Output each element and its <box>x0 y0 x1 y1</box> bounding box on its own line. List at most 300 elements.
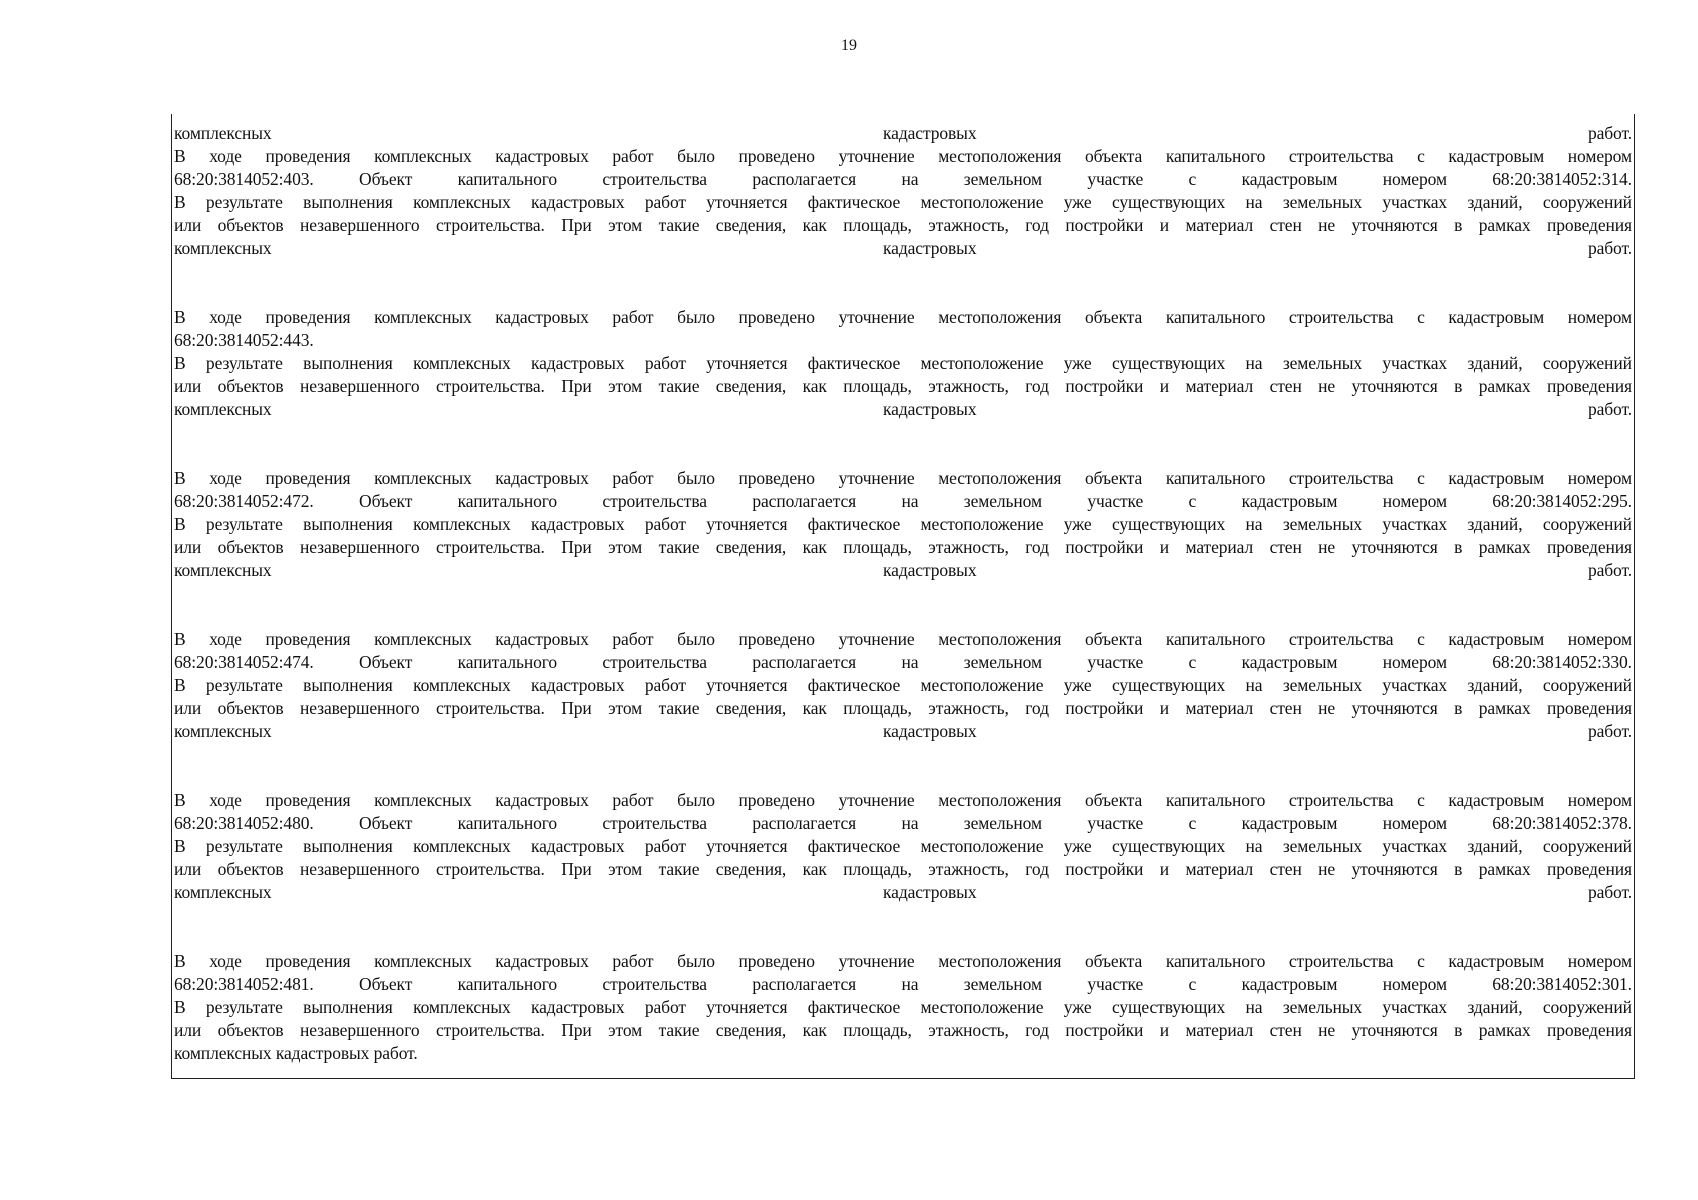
record-word: на <box>1245 192 1263 212</box>
record-word: ходе <box>209 951 242 971</box>
record-word: уточняются <box>1351 215 1438 235</box>
record-word: и <box>1159 1020 1170 1040</box>
record-line <box>174 720 1632 743</box>
record-word: местоположения <box>938 468 1062 488</box>
record-word: этажность, <box>928 215 1009 235</box>
record-word: выполнения <box>303 192 393 212</box>
record-word: стен <box>1269 215 1302 235</box>
record-word: местоположение <box>920 353 1044 373</box>
record-word: и <box>1159 537 1170 557</box>
record-line <box>174 168 1632 191</box>
record-word: строительства <box>1288 146 1394 166</box>
record-word: проведения <box>1546 537 1632 557</box>
record-word: номером <box>1382 169 1447 189</box>
record-word: такие <box>658 537 700 557</box>
record-word: с <box>1188 974 1197 994</box>
record-word: местоположение <box>920 514 1044 534</box>
record-word: 68:20:3814052:474. <box>174 652 314 672</box>
record-word: номером <box>1382 652 1447 672</box>
record-word: ходе <box>209 468 242 488</box>
record-word: ходе <box>209 629 242 649</box>
record-word: площадь, <box>843 1020 912 1040</box>
record-word: земельных <box>1282 192 1363 212</box>
record-word: выполнения <box>303 353 393 373</box>
record-line <box>174 697 1632 720</box>
record-word: работ <box>612 629 654 649</box>
record-word: комплексных <box>374 951 472 971</box>
record-word: в <box>1454 537 1463 557</box>
record-line <box>174 1019 1632 1042</box>
record-word: уточняется <box>706 836 788 856</box>
record-word: сведения, <box>715 537 787 557</box>
record-word: выполнения <box>303 997 393 1017</box>
record-word: материал <box>1185 859 1254 879</box>
record-word: работ <box>644 997 686 1017</box>
record-word: работ. <box>1587 238 1632 258</box>
record-word: При <box>561 1020 592 1040</box>
record-word: кадастровых <box>883 560 977 580</box>
record-word: уточняются <box>1351 537 1438 557</box>
record-word: работ <box>644 192 686 212</box>
record-word: объектов <box>217 859 284 879</box>
record-word: в <box>1454 376 1463 396</box>
record-word: уже <box>1063 514 1092 534</box>
record-word: 68:20:3814052:295. <box>1492 491 1632 511</box>
record-word: существующих <box>1111 997 1226 1017</box>
record-word: местоположения <box>938 307 1062 327</box>
page-number: 19 <box>841 37 857 54</box>
record-word: этажность, <box>928 698 1009 718</box>
record-word: на <box>901 813 919 833</box>
record-word: с <box>1417 629 1425 649</box>
record-word: было <box>677 307 715 327</box>
record-word: материал <box>1185 376 1254 396</box>
record-word: 68:20:3814052:314. <box>1492 169 1632 189</box>
record-word: результате <box>205 997 283 1017</box>
record-word: объекта <box>1084 790 1143 810</box>
record-word: на <box>1245 514 1263 534</box>
record-word: кадастровых <box>531 514 625 534</box>
record-word: этом <box>608 537 643 557</box>
records-content <box>174 122 1632 1065</box>
record-word: работ. <box>1587 882 1632 902</box>
record-word: с <box>1417 146 1425 166</box>
record-word: уточняется <box>706 353 788 373</box>
record-word: местоположение <box>920 836 1044 856</box>
record-word: В <box>174 192 186 212</box>
record-word: незавершенного <box>299 537 420 557</box>
record-word: материал <box>1185 1020 1254 1040</box>
record-word: комплексных <box>174 721 272 741</box>
record-word: номером <box>1382 813 1447 833</box>
record-word: строительства. <box>435 859 545 879</box>
record-word: зданий, <box>1467 353 1523 373</box>
record-word: на <box>901 974 919 994</box>
record-word: кадастровых <box>495 146 589 166</box>
record-word: не <box>1318 376 1336 396</box>
record-word: проведения <box>1546 1020 1632 1040</box>
record-word: стен <box>1269 376 1302 396</box>
record-word: на <box>1245 675 1263 695</box>
record-word: строительства <box>602 491 707 511</box>
record-word: выполнения <box>303 836 393 856</box>
record-word: результате <box>205 192 283 212</box>
record-word: на <box>901 652 919 672</box>
record-word: номером <box>1567 307 1632 327</box>
record-word: работ. <box>1587 721 1632 741</box>
record-word: 68:20:3814052:330. <box>1492 652 1632 672</box>
record-word: проведения <box>265 790 351 810</box>
record-word: фактическое <box>807 997 901 1017</box>
record-word: сведения, <box>715 859 787 879</box>
record-word: местоположения <box>938 790 1062 810</box>
record-word: работ <box>644 836 686 856</box>
record-word: проведено <box>738 307 815 327</box>
record-word: строительства <box>602 169 707 189</box>
record-word: 68:20:3814052:472. <box>174 491 314 511</box>
record-word: проведения <box>265 629 351 649</box>
record-word: кадастровых <box>883 721 977 741</box>
record-word: уже <box>1063 192 1092 212</box>
record-word: было <box>677 629 715 649</box>
record-word: участке <box>1087 491 1144 511</box>
record-word: работ <box>612 146 654 166</box>
record-word: 68:20:3814052:403. <box>174 169 314 189</box>
record-word: год <box>1025 537 1049 557</box>
record-word: капитального <box>1165 146 1266 166</box>
record-word: капитального <box>457 813 558 833</box>
record-word: кадастровым <box>1448 146 1545 166</box>
record-word: площадь, <box>843 859 912 879</box>
record-word: проведения <box>1546 215 1632 235</box>
record-word: участках <box>1382 192 1448 212</box>
record-word: В <box>174 353 186 373</box>
record-word: ходе <box>209 790 242 810</box>
record-word: незавершенного <box>299 376 420 396</box>
record-word: строительства <box>1288 307 1394 327</box>
record-word: работ <box>612 468 654 488</box>
record-word: результате <box>205 514 283 534</box>
record-word: год <box>1025 215 1049 235</box>
record-word: местоположения <box>938 146 1062 166</box>
record-word: постройки <box>1065 215 1144 235</box>
record-word: этом <box>608 215 643 235</box>
record-word: уточнение <box>838 790 915 810</box>
record-word: комплексных <box>374 790 472 810</box>
record-word: проведения <box>265 307 351 327</box>
record-word: рамках <box>1478 376 1531 396</box>
record-word: рамках <box>1478 537 1531 557</box>
record-word: проведения <box>265 951 351 971</box>
record-word: фактическое <box>807 836 901 856</box>
record-word: уточняются <box>1351 376 1438 396</box>
record-word: кадастровых <box>883 123 977 143</box>
record-word: сооружений <box>1542 353 1632 373</box>
record-word: комплексных <box>413 997 511 1017</box>
record-word: сооружений <box>1542 675 1632 695</box>
record-word: работ. <box>1587 399 1632 419</box>
record-word: номером <box>1567 468 1632 488</box>
record-line <box>174 812 1632 835</box>
record-word: зданий, <box>1467 675 1523 695</box>
record-word: или <box>174 376 202 396</box>
record-word: объектов <box>217 215 284 235</box>
record-word: земельном <box>963 813 1042 833</box>
record-word: на <box>1245 997 1263 1017</box>
record-word: В <box>174 307 186 327</box>
record-word: этажность, <box>928 537 1009 557</box>
record-word: зданий, <box>1467 192 1523 212</box>
record-word: строительства. <box>435 698 545 718</box>
record-word: капитального <box>1165 468 1266 488</box>
record-word: комплексных <box>174 238 272 258</box>
record-word: земельном <box>963 974 1042 994</box>
record-word: постройки <box>1065 376 1144 396</box>
record-word: фактическое <box>807 675 901 695</box>
record-word: такие <box>658 376 700 396</box>
record-word: При <box>561 376 592 396</box>
record-word: объекта <box>1084 951 1143 971</box>
record-word: номером <box>1567 790 1632 810</box>
record-word: и <box>1159 698 1170 718</box>
record-word: сведения, <box>715 376 787 396</box>
record-word: уже <box>1063 836 1092 856</box>
record-word: незавершенного <box>299 859 420 879</box>
record-word: работ <box>612 790 654 810</box>
record-word: участке <box>1087 974 1144 994</box>
record-word: капитального <box>457 169 558 189</box>
record-word: постройки <box>1065 698 1144 718</box>
record-line <box>174 651 1632 674</box>
record-word: кадастровым <box>1448 468 1545 488</box>
record-word: кадастровых <box>883 882 977 902</box>
record-word: 68:20:3814052:301. <box>1492 974 1632 994</box>
record-word: кадастровым <box>1448 790 1545 810</box>
record-word: сооружений <box>1542 836 1632 856</box>
record-word: В <box>174 146 186 166</box>
record-word: не <box>1318 859 1336 879</box>
record-word: кадастровым <box>1241 974 1338 994</box>
record-word: комплексных <box>174 560 272 580</box>
record-word: участках <box>1382 836 1448 856</box>
record-word: Объект <box>359 491 413 511</box>
record-word: как <box>802 376 827 396</box>
record-word: результате <box>205 675 283 695</box>
record-word: проведено <box>738 951 815 971</box>
record-word: существующих <box>1111 514 1226 534</box>
record-word: сведения, <box>715 1020 787 1040</box>
record-word: кадастровых <box>883 399 977 419</box>
record-word: уточняются <box>1351 698 1438 718</box>
record-word: работ <box>644 514 686 534</box>
record-word: как <box>802 698 827 718</box>
record-word: с <box>1188 652 1197 672</box>
record-word: Объект <box>359 652 413 672</box>
record-word: земельном <box>963 169 1042 189</box>
record-word: уточнение <box>838 307 915 327</box>
record-line <box>174 536 1632 559</box>
record-word: постройки <box>1065 859 1144 879</box>
record-word: участке <box>1087 652 1144 672</box>
record-word: кадастровых <box>531 353 625 373</box>
record-word: строительства <box>1288 468 1394 488</box>
record-word: ходе <box>209 307 242 327</box>
record-word: комплексных <box>413 675 511 695</box>
record-word: строительства <box>1288 790 1394 810</box>
record-word: с <box>1417 790 1425 810</box>
record-word: кадастровым <box>1448 307 1545 327</box>
record-word: капитального <box>457 974 558 994</box>
record-word: уже <box>1063 675 1092 695</box>
record-line <box>174 214 1632 237</box>
record-line <box>174 674 1632 697</box>
record-word: уточнение <box>838 468 915 488</box>
record-word: стен <box>1269 1020 1302 1040</box>
record-word: местоположения <box>938 951 1062 971</box>
record-word: располагается <box>752 652 857 672</box>
record-word: 68:20:3814052:481. <box>174 974 314 994</box>
record-word: уже <box>1063 353 1092 373</box>
record-word: местоположения <box>938 629 1062 649</box>
record-word: объектов <box>217 1020 284 1040</box>
record-word: капитального <box>457 652 558 672</box>
record-word: этажность, <box>928 376 1009 396</box>
record-word: с <box>1188 491 1197 511</box>
record-line <box>174 513 1632 536</box>
record-word: кадастровых <box>531 997 625 1017</box>
record-word: рамках <box>1478 859 1531 879</box>
record-word: зданий, <box>1467 836 1523 856</box>
record-word: местоположение <box>920 675 1044 695</box>
record-word: не <box>1318 215 1336 235</box>
record-word: капитального <box>1165 790 1266 810</box>
record-word: рамках <box>1478 698 1531 718</box>
record-word: земельном <box>963 491 1042 511</box>
record-word: год <box>1025 1020 1049 1040</box>
record-word: уточняется <box>706 514 788 534</box>
record-word: и <box>1159 376 1170 396</box>
record-word: было <box>677 468 715 488</box>
record-word: уточнение <box>838 146 915 166</box>
record-word: кадастровых <box>495 951 589 971</box>
record-word: или <box>174 1020 202 1040</box>
record-word: кадастровых <box>495 468 589 488</box>
record-word: строительства <box>602 813 707 833</box>
record-word: земельных <box>1282 353 1363 373</box>
record-line <box>174 352 1632 375</box>
record-word: результате <box>205 353 283 373</box>
record-word: было <box>677 146 715 166</box>
record-line <box>174 237 1632 260</box>
record-word: этом <box>608 698 643 718</box>
record-word: номером <box>1567 951 1632 971</box>
record-line <box>174 398 1632 421</box>
record-word: комплексных <box>374 629 472 649</box>
record-word: участке <box>1087 169 1144 189</box>
record-line <box>174 835 1632 858</box>
record-word: в <box>1454 1020 1463 1040</box>
record-word: или <box>174 537 202 557</box>
record-word: было <box>677 790 715 810</box>
record-word: рамках <box>1478 1020 1531 1040</box>
record-word: капитального <box>1165 629 1266 649</box>
record-word: на <box>1245 353 1263 373</box>
record-word: кадастровых <box>495 790 589 810</box>
record-word: фактическое <box>807 192 901 212</box>
record-word: выполнения <box>303 514 393 534</box>
record-word: площадь, <box>843 698 912 718</box>
record-word: комплексных <box>413 514 511 534</box>
record-word: капитального <box>1165 307 1266 327</box>
record-word: кадастровых <box>531 675 625 695</box>
record-word: 68:20:3814052:443. <box>174 330 314 350</box>
record-word: работ <box>612 307 654 327</box>
record-line <box>174 996 1632 1019</box>
record-word: сооружений <box>1542 192 1632 212</box>
record-word: проведено <box>738 468 815 488</box>
record-word: зданий, <box>1467 997 1523 1017</box>
record-word: год <box>1025 698 1049 718</box>
record-word: располагается <box>752 491 857 511</box>
record-word: капитального <box>1165 951 1266 971</box>
record-word: существующих <box>1111 192 1226 212</box>
record-word: кадастровым <box>1241 652 1338 672</box>
record-word: объекта <box>1084 468 1143 488</box>
record-word: постройки <box>1065 537 1144 557</box>
record-word: площадь, <box>843 376 912 396</box>
record-word: кадастровым <box>1448 629 1545 649</box>
record-word: этом <box>608 376 643 396</box>
record-word: ходе <box>209 146 242 166</box>
record-word: незавершенного <box>299 215 420 235</box>
record-word: комплексных <box>374 468 472 488</box>
record-word: При <box>561 859 592 879</box>
record-word: год <box>1025 859 1049 879</box>
record-word: такие <box>658 859 700 879</box>
record-word: не <box>1318 537 1336 557</box>
record-word: строительства. <box>435 537 545 557</box>
record-word: с <box>1188 813 1197 833</box>
record-word: результате <box>205 836 283 856</box>
record-word: участках <box>1382 353 1448 373</box>
record-word: фактическое <box>807 353 901 373</box>
record-word: сведения, <box>715 698 787 718</box>
record-word: строительства <box>1288 629 1394 649</box>
record-word: уточняются <box>1351 859 1438 879</box>
record-word: существующих <box>1111 836 1226 856</box>
record-word: комплексных <box>174 399 272 419</box>
record-word: уточняются <box>1351 1020 1438 1040</box>
record-word: с <box>1188 169 1197 189</box>
record-word: строительства. <box>435 376 545 396</box>
record-word: сведения, <box>715 215 787 235</box>
record-word: кадастровых <box>495 307 589 327</box>
record-word: проведения <box>1546 859 1632 879</box>
record-word: в <box>1454 698 1463 718</box>
record-word: на <box>901 169 919 189</box>
record-word: проведения <box>265 146 351 166</box>
record-word: комплексных <box>174 123 272 143</box>
record-word: В <box>174 514 186 534</box>
record-word: в <box>1454 215 1463 235</box>
record-word: с <box>1417 951 1425 971</box>
record-line <box>174 628 1632 651</box>
record-line <box>174 881 1632 904</box>
record-line <box>174 789 1632 812</box>
record-word: номером <box>1567 146 1632 166</box>
record-word: располагается <box>752 813 857 833</box>
record-word: Объект <box>359 813 413 833</box>
